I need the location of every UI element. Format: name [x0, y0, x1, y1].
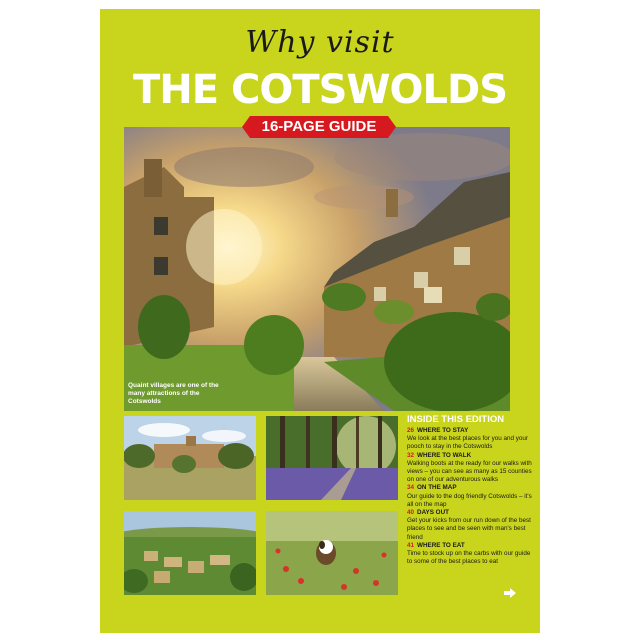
- thumbnail-manor-house: [124, 416, 256, 500]
- toc-page-number: 32: [407, 451, 415, 459]
- toc-item-description: Get your kicks from our run down of the best places to see and be seen with man's best friend: [407, 517, 531, 541]
- toc-item[interactable]: [407, 509, 532, 542]
- toc-item-description: We look at the best places for you and your pooch to stay in the Cotswolds: [407, 435, 528, 451]
- toc-item-description: Time to stock up on the carbs with our guide to some of the best places to eat: [407, 550, 531, 566]
- toc-item-description: Walking boots at the ready for our walks with views – you can see as many as 15 counties on one of our adventurous walks: [407, 459, 532, 484]
- hero-photo: [124, 127, 510, 411]
- toc-item-title: DAYS OUT: [417, 509, 449, 517]
- page-guide-badge: 16-PAGE GUIDE: [250, 116, 388, 138]
- thumbnail-village-valley: [124, 511, 256, 595]
- village-street-image: [124, 127, 510, 411]
- arrow-right-icon[interactable]: [504, 587, 516, 599]
- toc-page-number: 40: [407, 509, 415, 517]
- toc-item-title: WHERE TO STAY: [417, 427, 469, 434]
- toc-item-title: ON THE MAP: [417, 484, 457, 492]
- toc-item[interactable]: [407, 427, 532, 452]
- thumbnail-bluebell-woods: [266, 416, 398, 500]
- script-title: Why visit: [245, 25, 395, 60]
- toc-item-title: WHERE TO WALK: [417, 451, 472, 459]
- toc-item-description: Our guide to the dog friendly Cotswolds – it's all on the map: [407, 492, 532, 508]
- toc-item[interactable]: [407, 484, 532, 509]
- contents-heading: INSIDE THIS EDITION: [407, 414, 505, 425]
- toc-item[interactable]: [407, 542, 532, 567]
- thumbnail-dog-poppies: [266, 511, 398, 595]
- toc-page-number: 41: [407, 541, 415, 549]
- toc-item-title: WHERE TO EAT: [417, 541, 465, 549]
- contents-panel: [407, 414, 532, 566]
- hero-caption: Quaint villages are one of the many attractions of the Cotswolds: [128, 382, 219, 405]
- toc-page-number: 26: [407, 427, 415, 434]
- magazine-page: [100, 9, 540, 633]
- toc-item[interactable]: [407, 452, 532, 485]
- toc-page-number: 34: [407, 484, 415, 492]
- main-title: THE COTSWOLDS: [132, 67, 508, 113]
